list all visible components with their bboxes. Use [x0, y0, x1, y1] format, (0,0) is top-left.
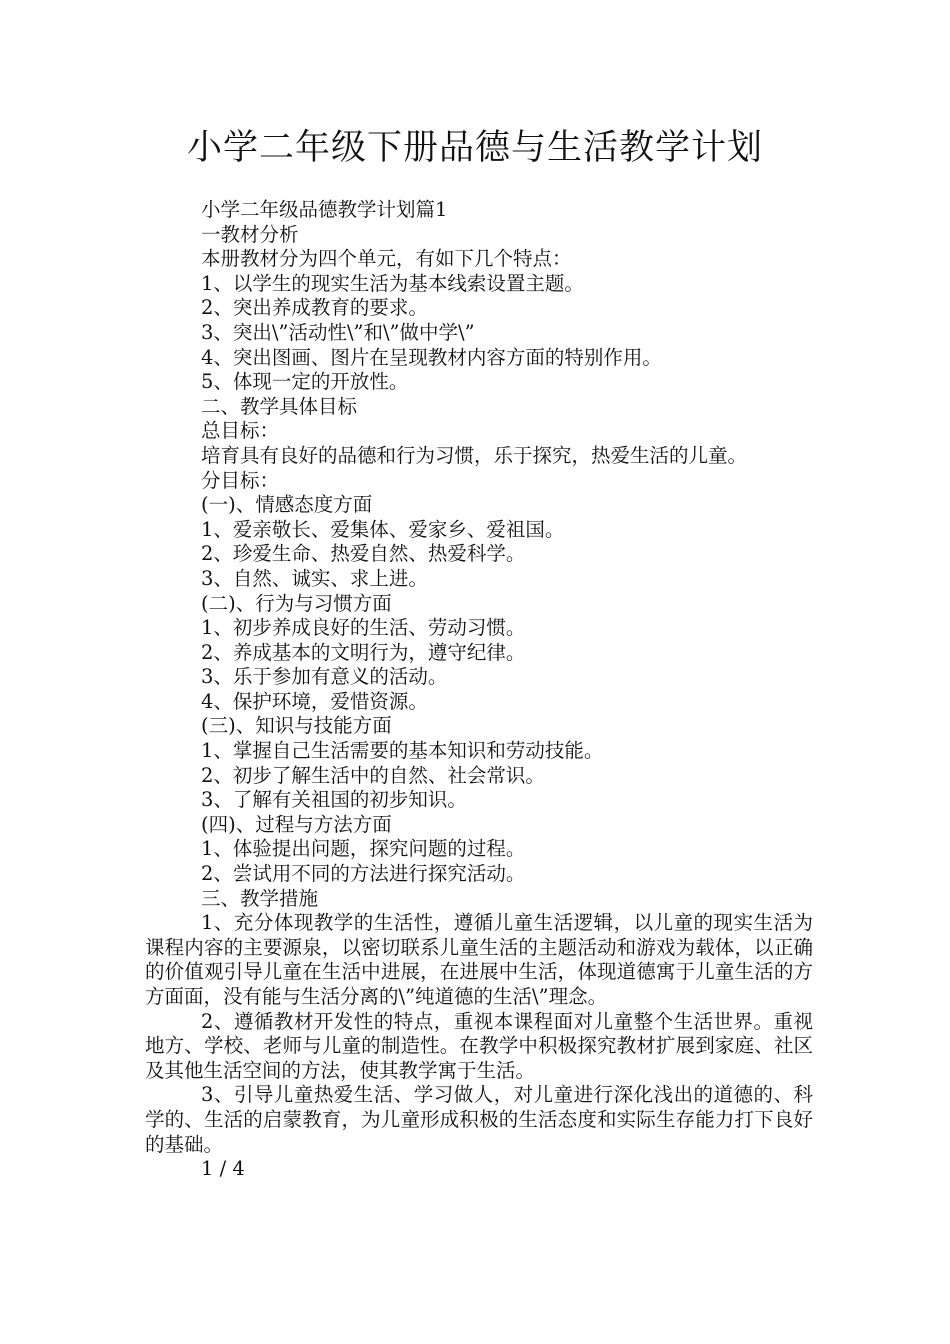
list-item: 1、初步养成良好的生活、劳动习惯。 — [201, 616, 526, 640]
list-item: 2、养成基本的文明行为，遵守纪律。 — [201, 640, 526, 664]
subsection-heading: (二)、行为与习惯方面 — [201, 591, 392, 615]
list-item: 3、乐于参加有意义的活动。 — [201, 665, 448, 689]
list-item: 2、初步了解生活中的自然、社会常识。 — [201, 763, 545, 787]
page-number: 1 / 4 — [201, 1157, 245, 1181]
section-heading: 三、教学措施 — [201, 886, 319, 910]
paragraph: 3、引导儿童热爱生活、学习做人，对儿童进行深化浅出的道德的、科学的、生活的启蒙教育，为儿童形成积极的生活态度和实际生存能力打下良好的基础。 — [145, 1083, 813, 1156]
list-item: 5、体现一定的开放性。 — [201, 370, 409, 394]
list-item: 3、突出\”活动性\”和\”做中学\” — [201, 320, 475, 344]
section-heading: 二、教学具体目标 — [201, 394, 358, 418]
paragraph: 2、遵循教材开发性的特点，重视本课程面对儿童整个生活世界。重视地方、学校、老师与儿童的制造性。在教学中积极探究教材扩展到家庭、社区及其他生活空间的方法，使其教学寓于生活。 — [145, 1009, 813, 1082]
section-line: 培育具有良好的品德和行为习惯，乐于探究，热爱生活的儿童。 — [201, 443, 748, 467]
list-item: 1、以学生的现实生活为基本线索设置主题。 — [201, 271, 584, 295]
list-item: 1、掌握自己生活需要的基本知识和劳动技能。 — [201, 739, 604, 763]
document-title: 小学二年级下册品德与生活教学计划 — [186, 128, 763, 168]
section-line: 总目标： — [201, 419, 280, 443]
subsection-heading: (四)、过程与方法方面 — [201, 812, 392, 836]
list-item: 2、突出养成教育的要求。 — [201, 296, 428, 320]
list-item: 1、爱亲敬长、爱集体、爱家乡、爱祖国。 — [201, 517, 565, 541]
paragraph: 1、充分体现教学的生活性，遵循儿童生活逻辑，以儿童的现实生活为课程内容的主要源泉，以密切联系儿童生活的主题活动和游戏为载体，以正确的价值观引导儿童在生活中进展，在进展中生活，体现道德寓于儿童生活的方方面面，没有能与生活分离的\”纯道德的生活\”理念。 — [145, 911, 813, 1008]
section-line: 本册教材分为四个单元，有如下几个特点： — [201, 247, 572, 271]
list-item: 2、尝试用不同的方法进行探究活动。 — [201, 862, 526, 886]
document-body — [145, 198, 813, 1182]
list-item: 2、珍爱生命、热爱自然、热爱科学。 — [201, 542, 526, 566]
list-item: 3、了解有关祖国的初步知识。 — [201, 788, 467, 812]
subsection-heading: (一)、情感态度方面 — [201, 493, 373, 517]
section-line: 一教材分析 — [201, 222, 299, 246]
section-line: 分目标： — [201, 468, 280, 492]
list-item: 3、自然、诚实、求上进。 — [201, 566, 428, 590]
list-item: 1、体验提出问题，探究问题的过程。 — [201, 837, 526, 861]
section-line: 小学二年级品德教学计划篇1 — [201, 198, 448, 221]
list-item: 4、保护环境，爱惜资源。 — [201, 689, 428, 713]
list-item: 4、突出图画、图片在呈现教材内容方面的特别作用。 — [201, 345, 662, 369]
subsection-heading: (三)、知识与技能方面 — [201, 714, 392, 738]
